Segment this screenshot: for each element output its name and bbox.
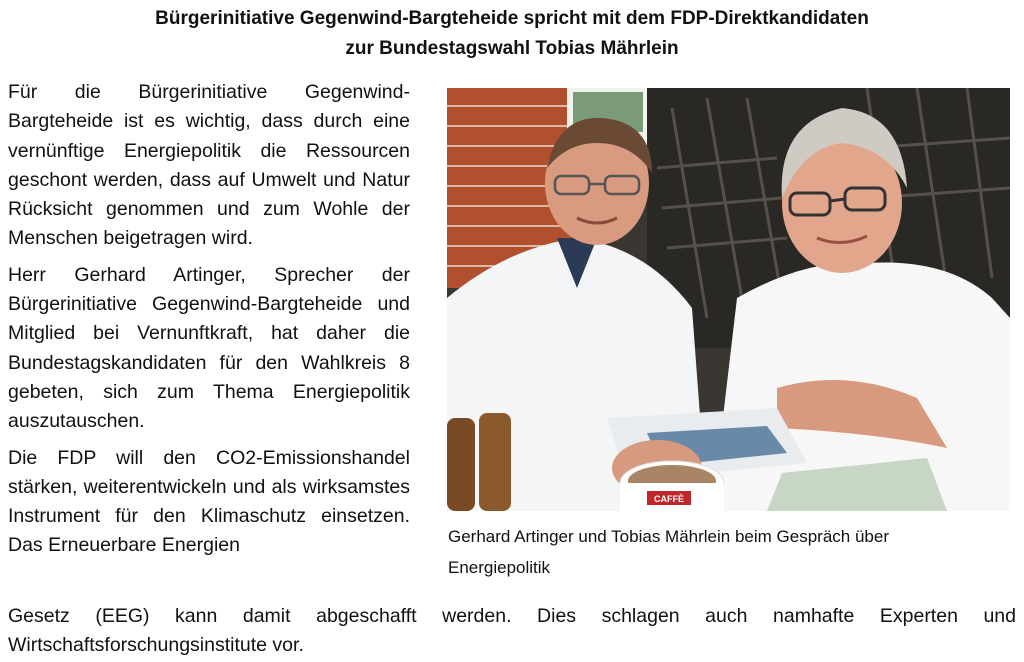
photo-caption [448,521,1008,583]
paragraph-2: Herr Gerhard Artinger, Sprecher der Bürgerinitiative Gegenwind-Bargteheide und Mitglied bei Vernunftkraft, hat daher die Bundestagskandidaten für den Wahlkreis 8 gebeten, sich zum Thema Energiepolitik auszutauschen. [8,263,410,433]
article-title [0,4,1024,64]
cup-logo-text: CAFFÈ [654,494,684,504]
paragraph-1: Für die Bürgerinitiative Gegenwind-Bargteheide ist es wichtig, dass durch eine vernünftige Energiepolitik die Ressourcen geschont werden, dass auf Umwelt und Natur Rücksicht genommen und zum Wohle der Menschen beigetragen wird. [8,81,410,250]
caption-line-1: Gerhard Artinger und Tobias Mährlein beim Gespräch über [448,527,889,546]
title-line-2: zur Bundestagswahl Tobias Mährlein [345,38,679,59]
paragraph-3-continued: Gesetz (EEG) kann damit abgeschafft werden. Dies schlagen auch namhafte Experten und Wirtschaftsforschungsinstitute vor. [8,605,1016,657]
title-line-1: Bürgerinitiative Gegenwind-Bargteheide spricht mit dem FDP-Direktkandidaten [155,8,869,29]
caption-line-2: Energiepolitik [448,558,551,577]
article-body-column [8,78,410,568]
paragraph-3: Die FDP will den CO2-Emissionshandel stärken, weiterentwickeln und als wirksamstes Instrument für den Klimaschutz einsetzen. Das Erneuerbare Energien [8,446,410,557]
meeting-photo [447,88,1010,511]
